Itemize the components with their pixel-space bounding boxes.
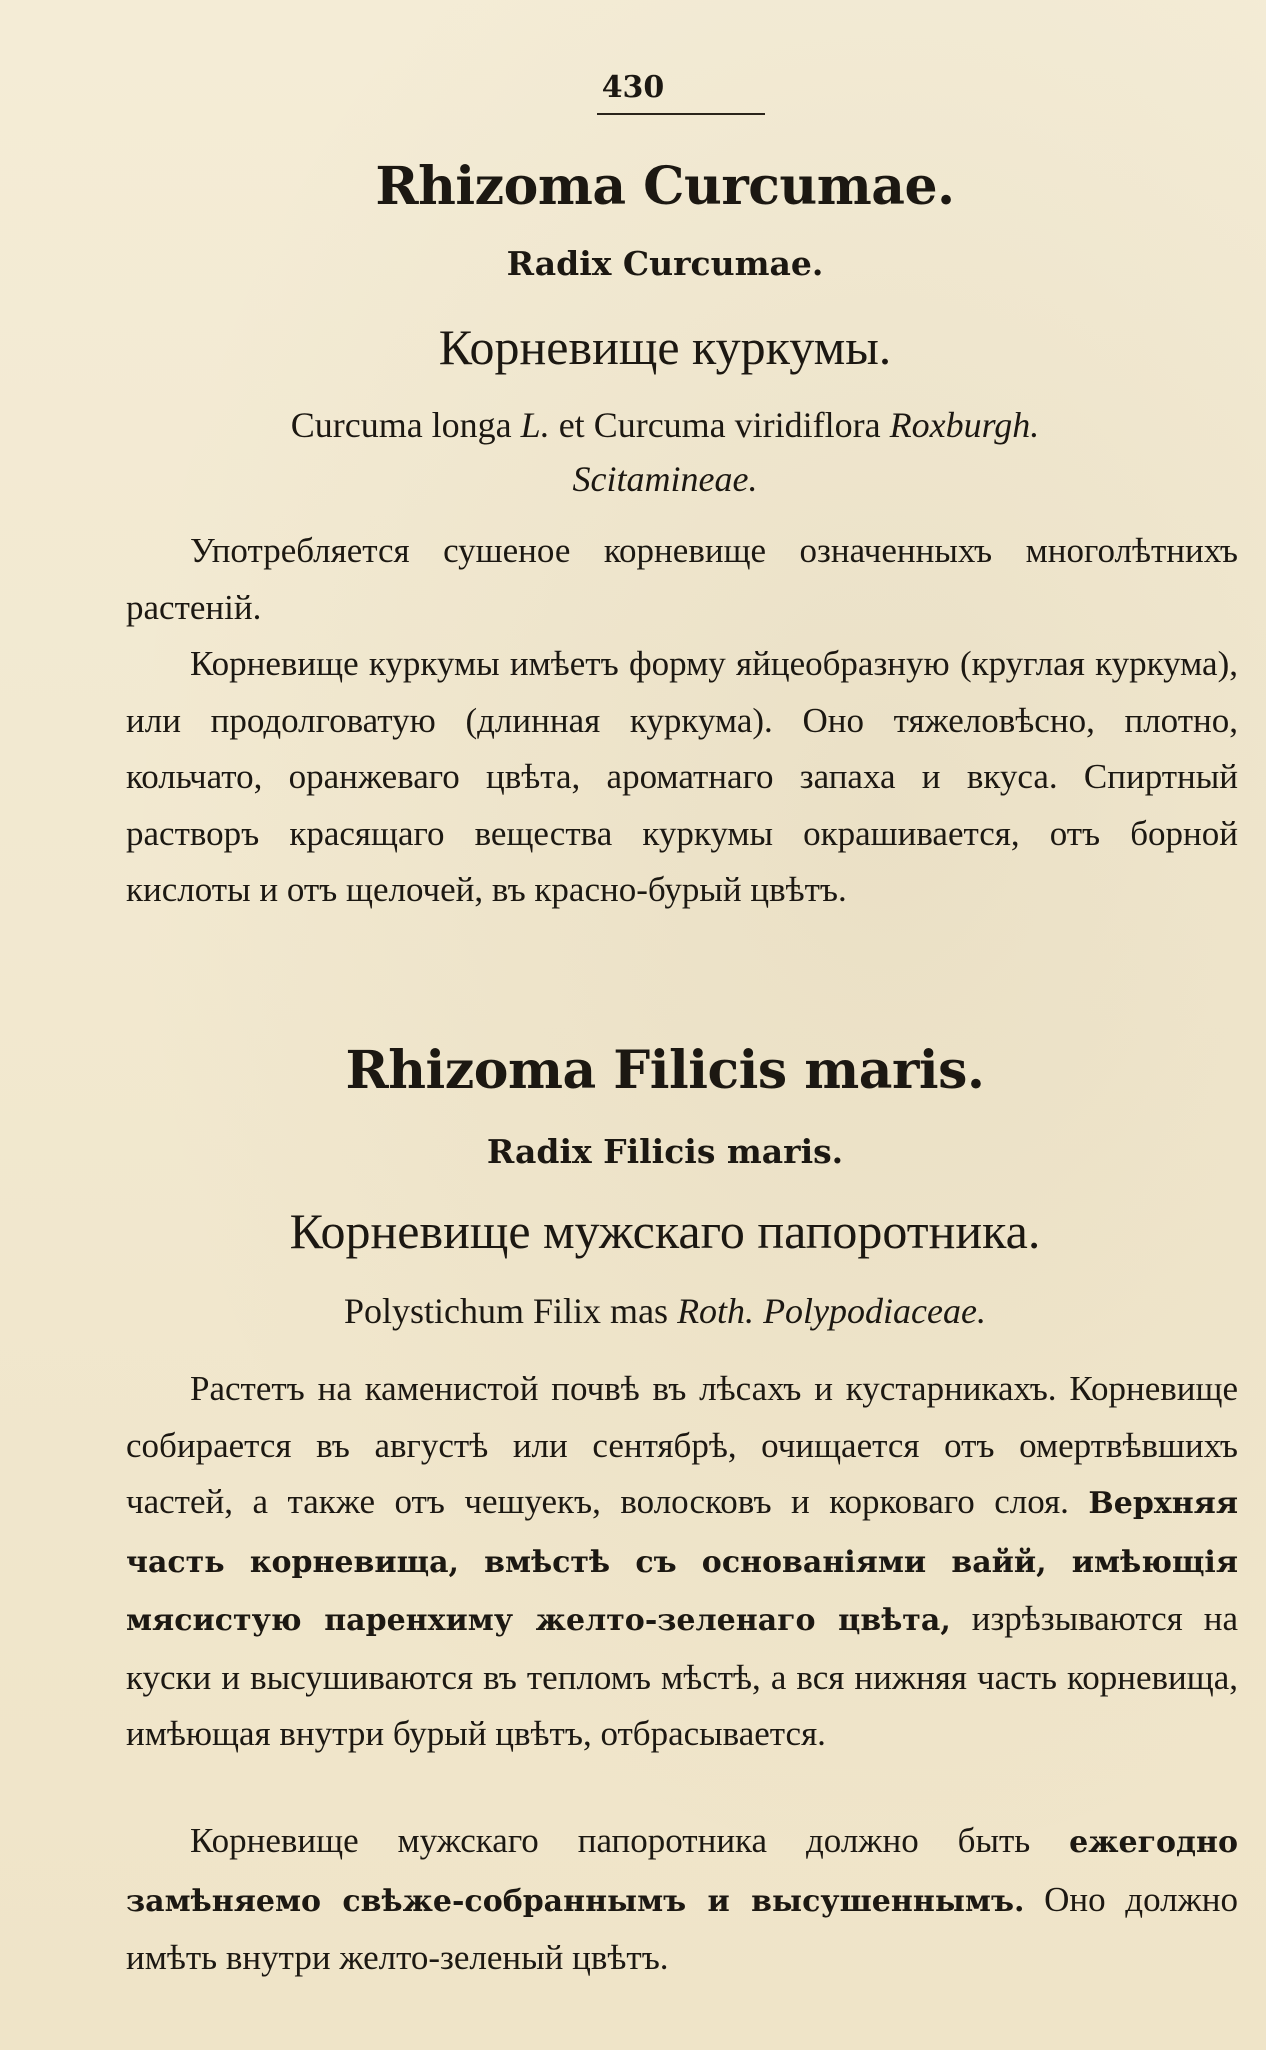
conjunction: et <box>558 405 585 445</box>
author-2: Roxburgh. <box>889 405 1040 445</box>
para1-text-b: изрѣзываются на куски и высушиваются въ тепломъ мѣстѣ, а вся нижняя часть корневища, имѣющая внутри бурый цвѣтъ, отбрасывается. <box>126 1599 1239 1753</box>
page-number: 430 <box>601 70 665 105</box>
plant-name-2: Curcuma viridiflora <box>593 405 881 445</box>
author-1: L. <box>520 405 550 445</box>
family-name-2: Polypodiaceae. <box>763 1291 986 1331</box>
section2-paragraph-1 <box>126 1361 1238 1763</box>
author: Roth. <box>677 1291 755 1331</box>
section1-family <box>100 458 1230 500</box>
section1-paragraph-1: Употребляется сушеное корневище означенныхъ многолѣтнихъ растеній. <box>126 531 1238 627</box>
section1-source-plants <box>100 404 1230 446</box>
section1-russian-title: Корневище куркумы. <box>438 319 892 375</box>
section2-latin-title: Rhizoma Filicis maris. <box>345 1040 985 1101</box>
para1-text-a: Растетъ на каменистой почвѣ въ лѣсахъ и кустарникахъ. Корневище собирается въ августѣ или сентябрѣ, очищается отъ омертвѣвшихъ частей, а также отъ чешуекъ, волосковъ и корковаго слоя. <box>126 1369 1238 1521</box>
para2-text-a: Корневище мужскаго папоротника должно быть <box>190 1821 1031 1860</box>
section1-paragraph-2: Корневище куркумы имѣетъ форму яйцеобразную (круглая куркума), или продолговатую (длинная куркума). Оно тяжеловѣсно, плотно, кольчато, оранжеваго цвѣта, ароматнаго запаха и вкуса. Спиртный растворъ красящаго вещества куркумы окрашивается, отъ борной кислоты и отъ щелочей, въ красно-бурый цвѣтъ. <box>126 644 1238 909</box>
section2-paragraph-2 <box>126 1813 1238 1987</box>
plant-name-1: Curcuma longa <box>290 405 512 445</box>
header-rule <box>597 113 765 115</box>
section1-latin-synonym: Radix Curcumae. <box>506 244 824 283</box>
para2-text-b: Оно должно имѣть внутри желто-зеленый цвѣтъ. <box>126 1879 1239 1977</box>
section2-source-plant <box>100 1290 1230 1332</box>
plant-name: Polystichum Filix mas <box>344 1291 669 1331</box>
para1-emphasis: Верхняя часть корневища, вмѣстѣ съ основаніями вайй, имѣющія мясистую паренхиму желто-зеленаго цвѣта, <box>126 1486 1239 1638</box>
section1-latin-title: Rhizoma Curcumae. <box>375 156 955 217</box>
section2-russian-title: Корневище мужскаго папоротника. <box>289 1203 1041 1259</box>
family-name-1: Scitamineae. <box>572 459 758 499</box>
section2-latin-synonym: Radix Filicis maris. <box>486 1132 844 1171</box>
para2-emphasis: ежегодно замѣняемо свѣже-собраннымъ и высушеннымъ. <box>126 1825 1238 1919</box>
